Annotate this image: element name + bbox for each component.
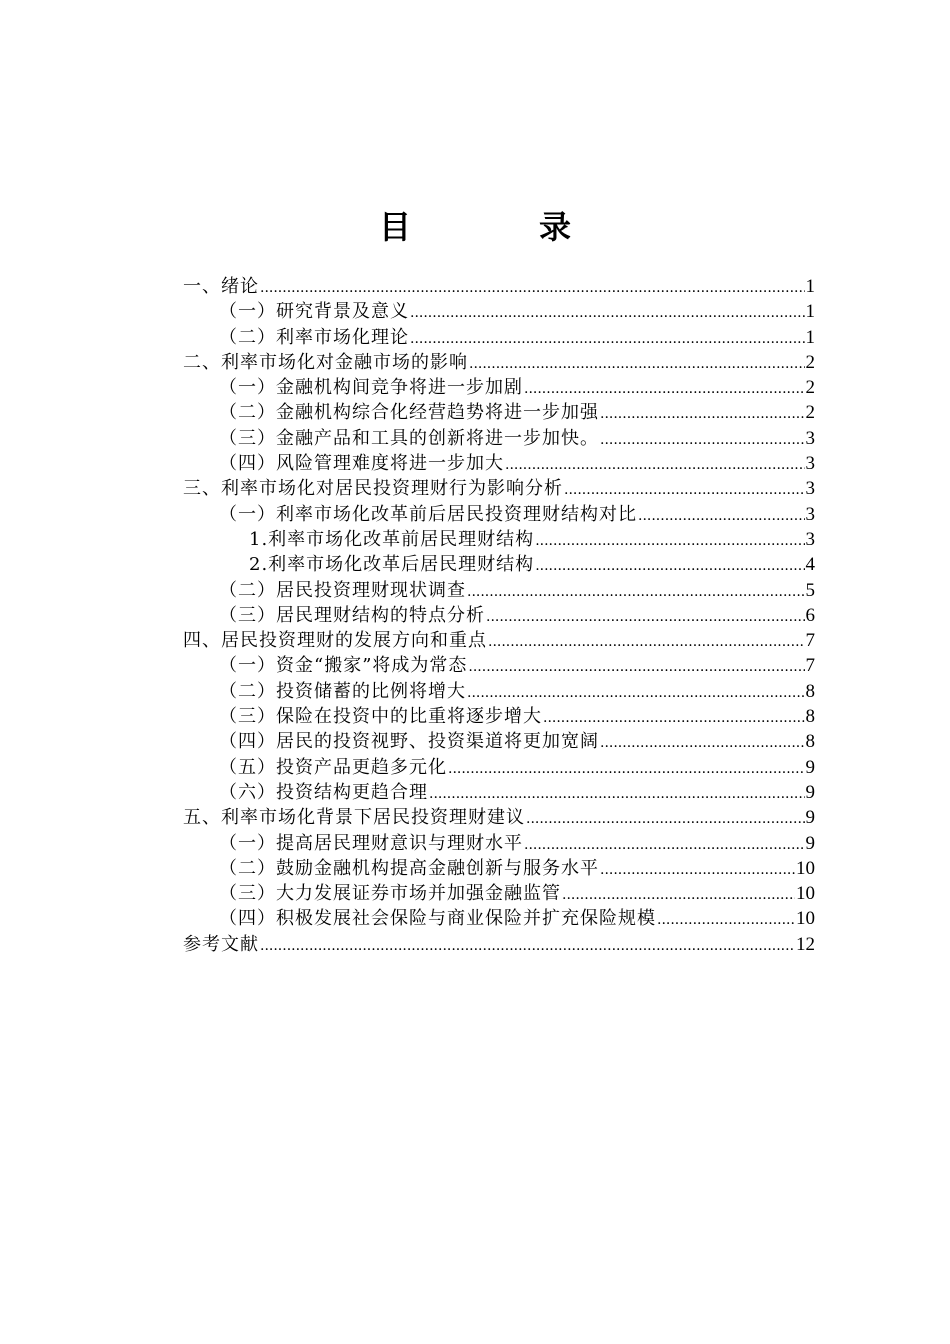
toc-page-number: 9 — [805, 781, 815, 803]
toc-entry[interactable] — [183, 932, 815, 957]
toc-entry-title: （四）积极发展社会保险与商业保险并扩充保险规模 — [219, 908, 656, 930]
toc-dot-leader — [524, 833, 805, 858]
toc-entry-title: 参考文献 — [183, 933, 259, 955]
toc-dot-leader — [562, 883, 795, 908]
toc-dot-leader — [600, 402, 805, 427]
toc-entry-title: （二）金融机构综合化经营趋势将进一步加强 — [219, 402, 599, 424]
toc-entry[interactable] — [183, 451, 815, 476]
toc-entry[interactable] — [183, 476, 815, 501]
toc-entry[interactable] — [183, 653, 815, 678]
toc-entry-title: （四）居民的投资视野、投资渠道将更加宽阔 — [219, 731, 599, 753]
toc-entry[interactable] — [183, 578, 815, 603]
toc-entry[interactable] — [183, 325, 815, 350]
toc-entry-title: （三）大力发展证券市场并加强金融监管 — [219, 883, 561, 905]
toc-page-number: 5 — [805, 579, 815, 601]
toc-page-number: 2 — [805, 377, 815, 399]
page-title: 目 录 — [378, 208, 619, 247]
toc-entry-title: 三、利率市场化对居民投资理财行为影响分析 — [183, 478, 563, 500]
toc-entry-title: （二）居民投资理财现状调查 — [219, 579, 466, 601]
toc-dot-leader — [535, 554, 804, 579]
toc-entry-title: （三）保险在投资中的比重将逐步增大 — [219, 706, 542, 728]
table-of-contents — [183, 274, 815, 957]
toc-dot-leader — [448, 757, 805, 782]
toc-page-number: 3 — [805, 503, 815, 525]
toc-dot-leader — [524, 377, 805, 402]
toc-entry-title: （一）资金“搬家”将成为常态 — [219, 655, 468, 677]
toc-page-number: 10 — [796, 883, 815, 905]
toc-dot-leader — [410, 327, 805, 352]
toc-entry[interactable] — [183, 502, 815, 527]
toc-entry[interactable] — [183, 856, 815, 881]
toc-entry[interactable] — [183, 906, 815, 931]
toc-page-number: 3 — [805, 528, 815, 550]
toc-dot-leader — [467, 580, 805, 605]
toc-dot-leader — [600, 731, 805, 756]
toc-entry[interactable] — [183, 704, 815, 729]
toc-entry-title: （一）金融机构间竞争将进一步加剧 — [219, 377, 523, 399]
toc-entry[interactable] — [183, 729, 815, 754]
toc-entry-title: （一）利率市场化改革前后居民投资理财结构对比 — [219, 503, 637, 525]
toc-entry-title: 一、绪论 — [183, 276, 259, 297]
toc-dot-leader — [410, 301, 805, 326]
toc-entry[interactable] — [183, 527, 815, 552]
toc-entry[interactable] — [183, 299, 815, 324]
toc-page-number: 12 — [796, 933, 815, 955]
toc-page-number: 8 — [805, 706, 815, 728]
toc-dot-leader — [564, 478, 805, 503]
toc-entry-title: 五、利率市场化背景下居民投资理财建议 — [183, 807, 525, 829]
toc-page-number: 9 — [805, 807, 815, 829]
toc-page-number: 10 — [796, 908, 815, 930]
toc-dot-leader — [526, 807, 805, 832]
toc-entry-title: （六）投资结构更趋合理 — [219, 781, 428, 803]
toc-entry-title: （二）利率市场化理论 — [219, 326, 409, 348]
toc-dot-leader — [469, 352, 805, 377]
toc-entry[interactable] — [183, 400, 815, 425]
toc-entry-title: 四、居民投资理财的发展方向和重点 — [183, 630, 487, 652]
toc-entry[interactable] — [183, 274, 815, 299]
toc-entry-title: 1.利率市场化改革前居民理财结构 — [249, 528, 535, 550]
toc-entry-title: 2.利率市场化改革后居民理财结构 — [249, 554, 535, 576]
toc-dot-leader — [488, 630, 805, 655]
toc-entry[interactable] — [183, 805, 815, 830]
toc-dot-leader — [486, 605, 805, 630]
toc-entry[interactable] — [183, 755, 815, 780]
toc-page-number: 1 — [805, 326, 815, 348]
toc-entry[interactable] — [183, 780, 815, 805]
toc-page-number: 9 — [805, 832, 815, 854]
toc-dot-leader — [467, 681, 805, 706]
toc-entry[interactable] — [183, 831, 815, 856]
toc-entry[interactable] — [183, 350, 815, 375]
toc-dot-leader — [600, 428, 805, 453]
toc-page-number: 9 — [805, 756, 815, 778]
toc-entry[interactable] — [183, 552, 815, 577]
toc-entry-title: （二）鼓励金融机构提高金融创新与服务水平 — [219, 857, 599, 879]
toc-entry[interactable] — [183, 881, 815, 906]
toc-entry[interactable] — [183, 603, 815, 628]
toc-entry-title: （三）金融产品和工具的创新将进一步加快。 — [219, 427, 599, 449]
toc-dot-leader — [535, 529, 804, 554]
toc-dot-leader — [429, 782, 805, 807]
toc-entry-title: （五）投资产品更趋多元化 — [219, 756, 447, 778]
toc-page-number: 8 — [805, 731, 815, 753]
toc-dot-leader — [505, 453, 805, 478]
toc-page-number: 1 — [805, 276, 815, 297]
toc-entry-title: （三）居民理财结构的特点分析 — [219, 604, 485, 626]
toc-page-number: 6 — [805, 604, 815, 626]
toc-dot-leader — [260, 934, 795, 959]
toc-page-number: 2 — [805, 351, 815, 373]
toc-page-number: 2 — [805, 402, 815, 424]
toc-entry-title: （一）提高居民理财意识与理财水平 — [219, 832, 523, 854]
toc-page-number: 8 — [805, 680, 815, 702]
toc-page-number: 1 — [805, 301, 815, 323]
toc-page-number: 3 — [805, 478, 815, 500]
toc-page-number: 4 — [805, 554, 815, 576]
toc-page-number: 7 — [805, 630, 815, 652]
toc-entry-title: （一）研究背景及意义 — [219, 301, 409, 323]
toc-entry[interactable] — [183, 375, 815, 400]
toc-page-number: 3 — [805, 427, 815, 449]
toc-dot-leader — [638, 504, 805, 529]
toc-entry[interactable] — [183, 679, 815, 704]
toc-dot-leader — [468, 655, 804, 680]
toc-entry-title: （二）投资储蓄的比例将增大 — [219, 680, 466, 702]
toc-page-number: 3 — [805, 453, 815, 475]
toc-entry[interactable] — [183, 628, 815, 653]
toc-dot-leader — [600, 858, 795, 883]
toc-dot-leader — [657, 908, 795, 933]
toc-entry-title: （四）风险管理难度将进一步加大 — [219, 453, 504, 475]
toc-page-number: 7 — [805, 655, 815, 677]
toc-page-number: 10 — [796, 857, 815, 879]
toc-entry[interactable] — [183, 426, 815, 451]
toc-dot-leader — [543, 706, 805, 731]
toc-dot-leader — [260, 276, 805, 301]
toc-entry-title: 二、利率市场化对金融市场的影响 — [183, 351, 468, 373]
